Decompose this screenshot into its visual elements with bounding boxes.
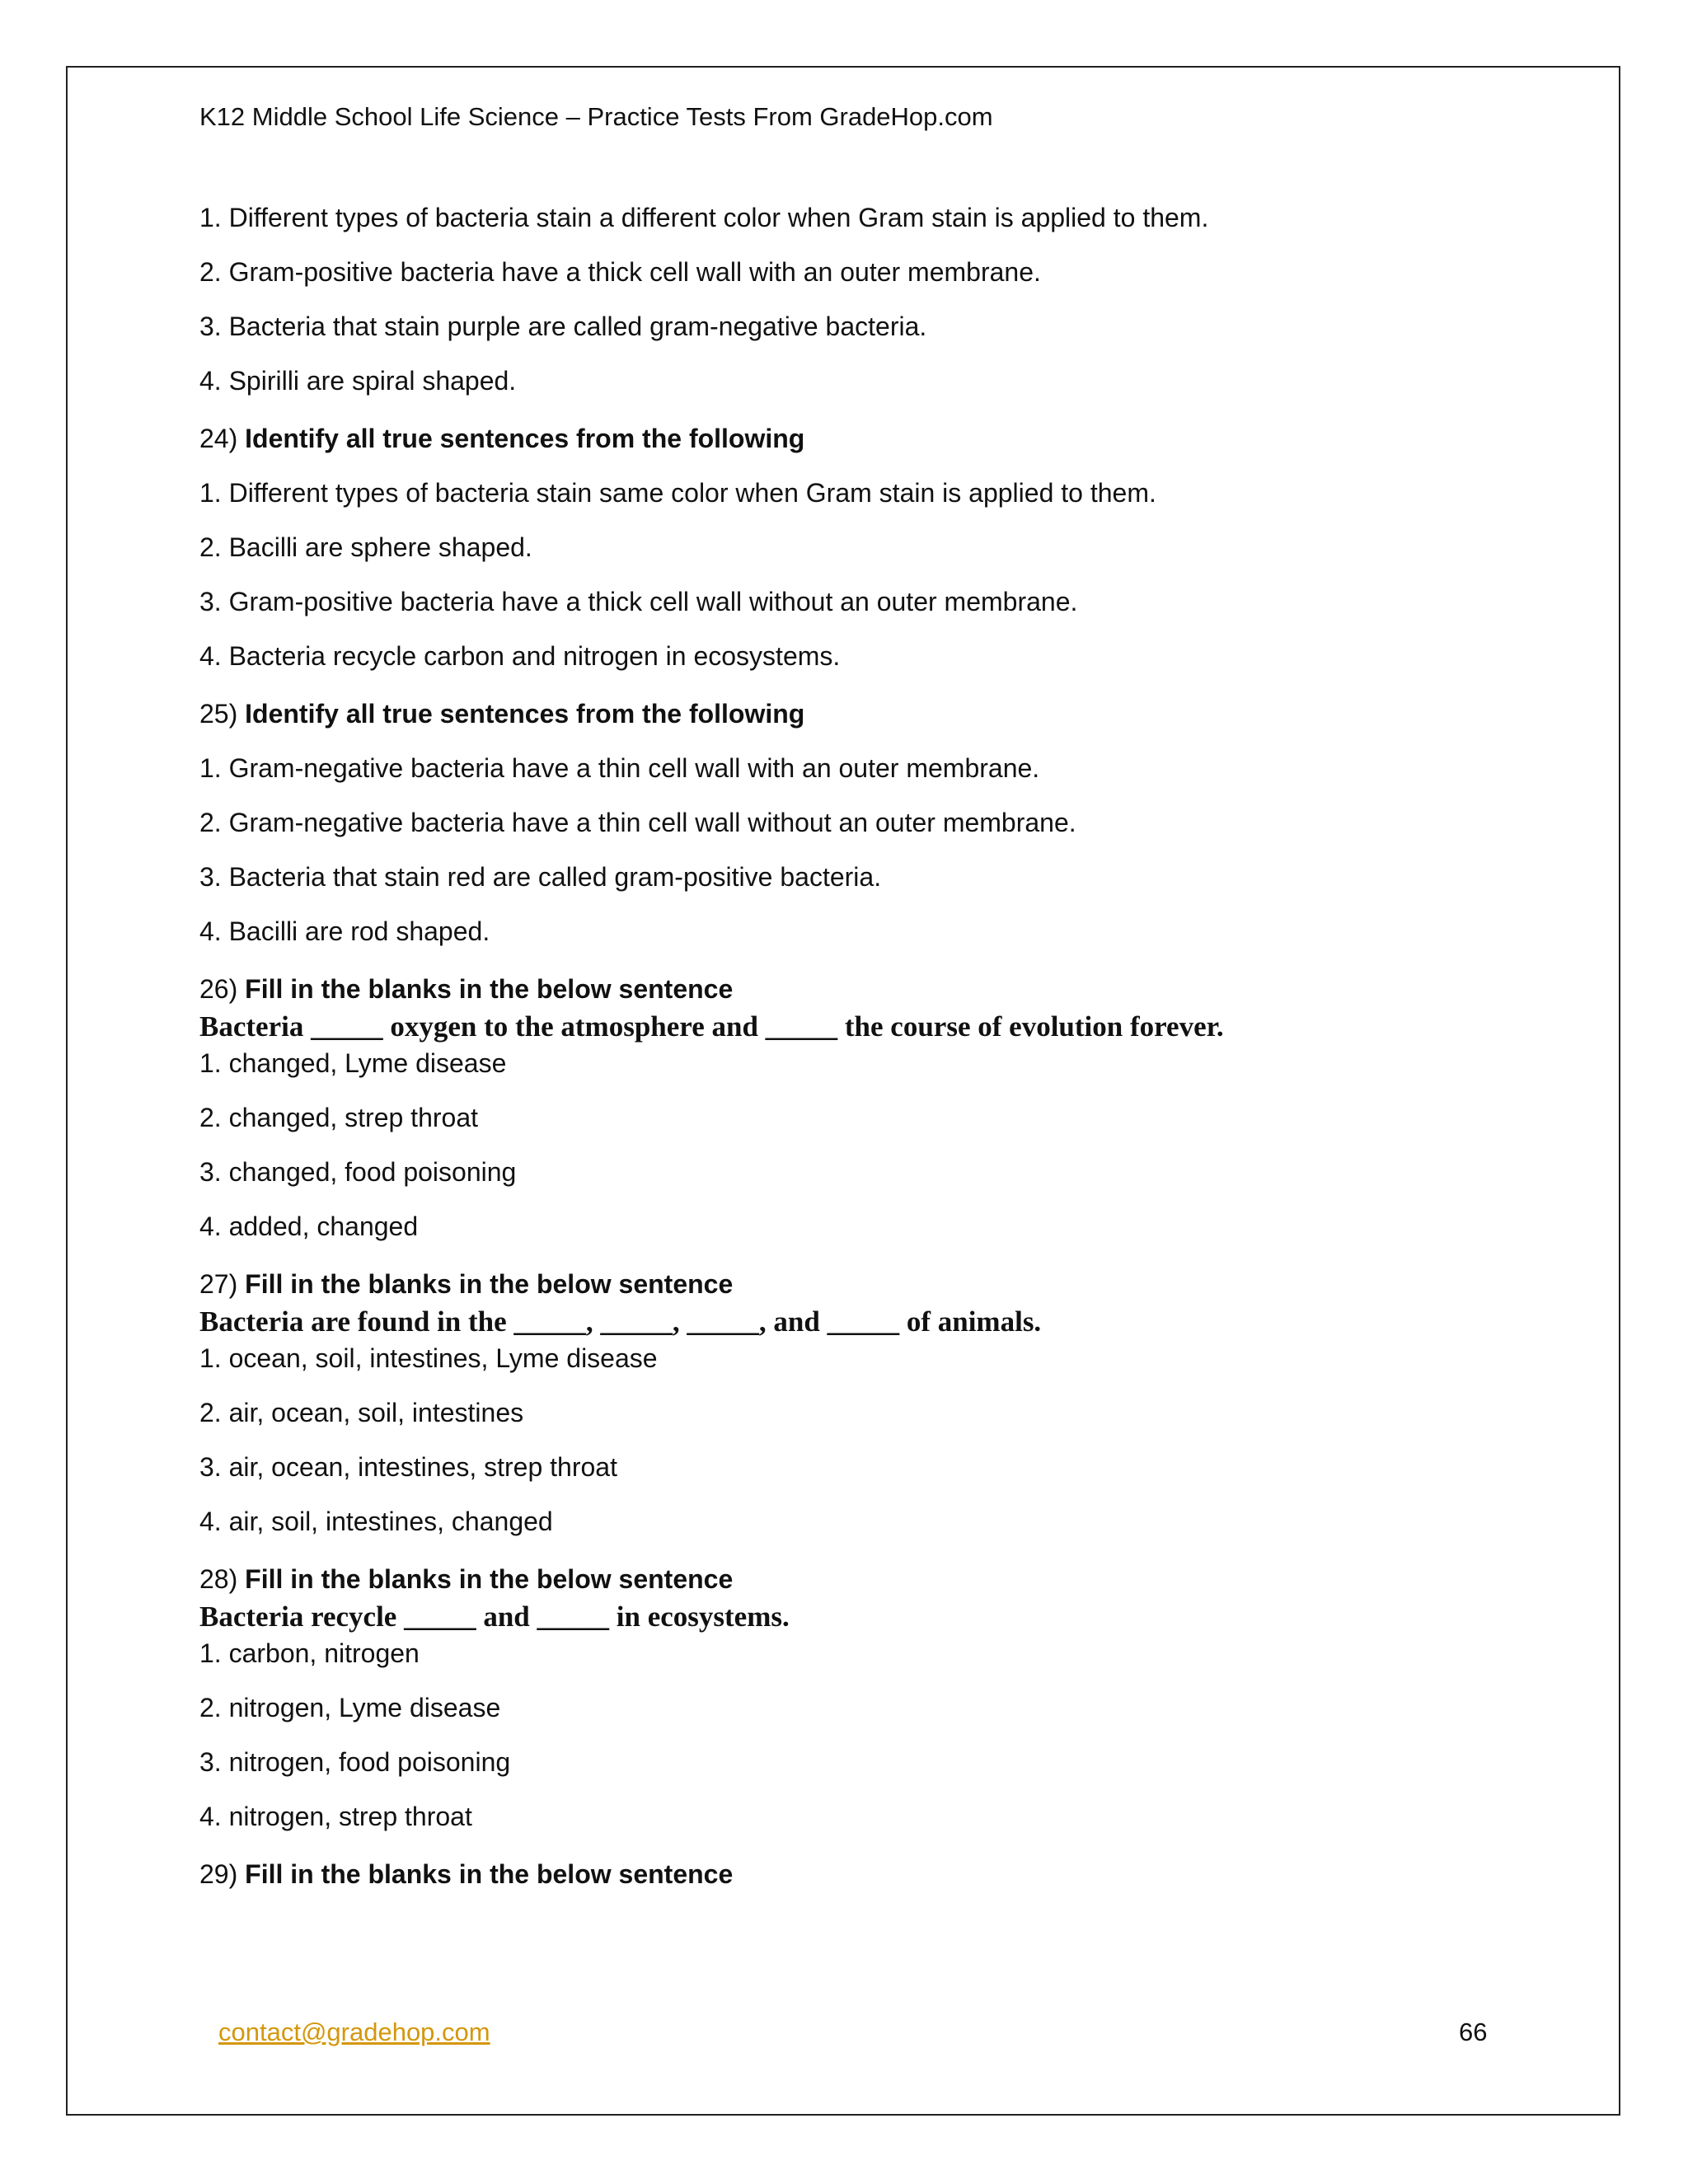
question-number: 24) [199,424,238,453]
option-item: 4. Bacteria recycle carbon and nitrogen in ecosystems. [199,641,841,671]
page-content [199,201,1518,1891]
question-title [199,1268,1518,1301]
question-title [199,1563,1518,1596]
question-prompt: Fill in the blanks in the below sentence [245,1859,734,1889]
question-title [199,972,1518,1005]
question-statement: Bacteria are found in the _____, _____, _____, and _____ of animals. [199,1305,1042,1338]
option-item: 3. nitrogen, food poisoning [199,1747,511,1777]
question-prompt: Fill in the blanks in the below sentence [245,974,734,1004]
option-item: 1. Different types of bacteria stain same color when Gram stain is applied to them. [199,478,1156,508]
question-number: 27) [199,1269,238,1299]
question-27 [199,1268,1518,1538]
question-number: 25) [199,699,238,729]
option-item: 4. Spirilli are spiral shaped. [199,366,517,396]
question-statement: Bacteria _____ oxygen to the atmosphere and _____ the course of evolution forever. [199,1010,1224,1043]
option-item: 1. carbon, nitrogen [199,1638,420,1668]
option-item: 3. Bacteria that stain purple are called gram-negative bacteria. [199,312,927,341]
prev-question-options [199,201,1518,397]
question-24 [199,422,1518,673]
option-item: 4. air, soil, intestines, changed [199,1507,553,1536]
question-statement: Bacteria recycle _____ and _____ in ecosystems. [199,1601,790,1633]
question-prompt: Fill in the blanks in the below sentence [245,1564,734,1594]
option-item: 4. nitrogen, strep throat [199,1802,472,1831]
question-26 [199,972,1518,1243]
option-item: 2. Gram-positive bacteria have a thick cell wall with an outer membrane. [199,257,1041,287]
question-29 [199,1858,1518,1891]
option-item: 3. changed, food poisoning [199,1157,517,1187]
option-item: 2. changed, strep throat [199,1103,478,1132]
page-number: 66 [1459,2018,1488,2046]
option-item: 1. Different types of bacteria stain a different color when Gram stain is applied to them. [199,203,1209,232]
question-prompt: Fill in the blanks in the below sentence [245,1269,734,1299]
option-item: 2. nitrogen, Lyme disease [199,1693,501,1722]
option-item: 2. Gram-negative bacteria have a thin cell wall without an outer membrane. [199,808,1076,837]
question-28 [199,1563,1518,1833]
option-item: 3. air, ocean, intestines, strep throat [199,1452,617,1482]
question-prompt: Identify all true sentences from the following [245,424,805,453]
page-header: K12 Middle School Life Science – Practice Tests From GradeHop.com [199,102,993,131]
option-item: 4. Bacilli are rod shaped. [199,916,490,946]
option-item: 1. Gram-negative bacteria have a thin cell wall with an outer membrane. [199,753,1040,783]
contact-email-link[interactable]: contact@gradehop.com [218,2018,490,2046]
question-number: 26) [199,974,238,1004]
option-item: 3. Gram-positive bacteria have a thick cell wall without an outer membrane. [199,587,1078,616]
option-item: 4. added, changed [199,1212,419,1241]
option-item: 1. ocean, soil, intestines, Lyme disease [199,1343,658,1373]
question-25 [199,697,1518,948]
option-item: 3. Bacteria that stain red are called gram-positive bacteria. [199,862,882,892]
option-item: 2. air, ocean, soil, intestines [199,1398,524,1427]
question-title [199,697,1518,730]
question-number: 28) [199,1564,238,1594]
question-number: 29) [199,1859,238,1889]
option-item: 2. Bacilli are sphere shaped. [199,532,532,562]
question-prompt: Identify all true sentences from the following [245,699,805,729]
question-title [199,1858,1518,1891]
question-title [199,422,1518,455]
option-item: 1. changed, Lyme disease [199,1048,507,1078]
